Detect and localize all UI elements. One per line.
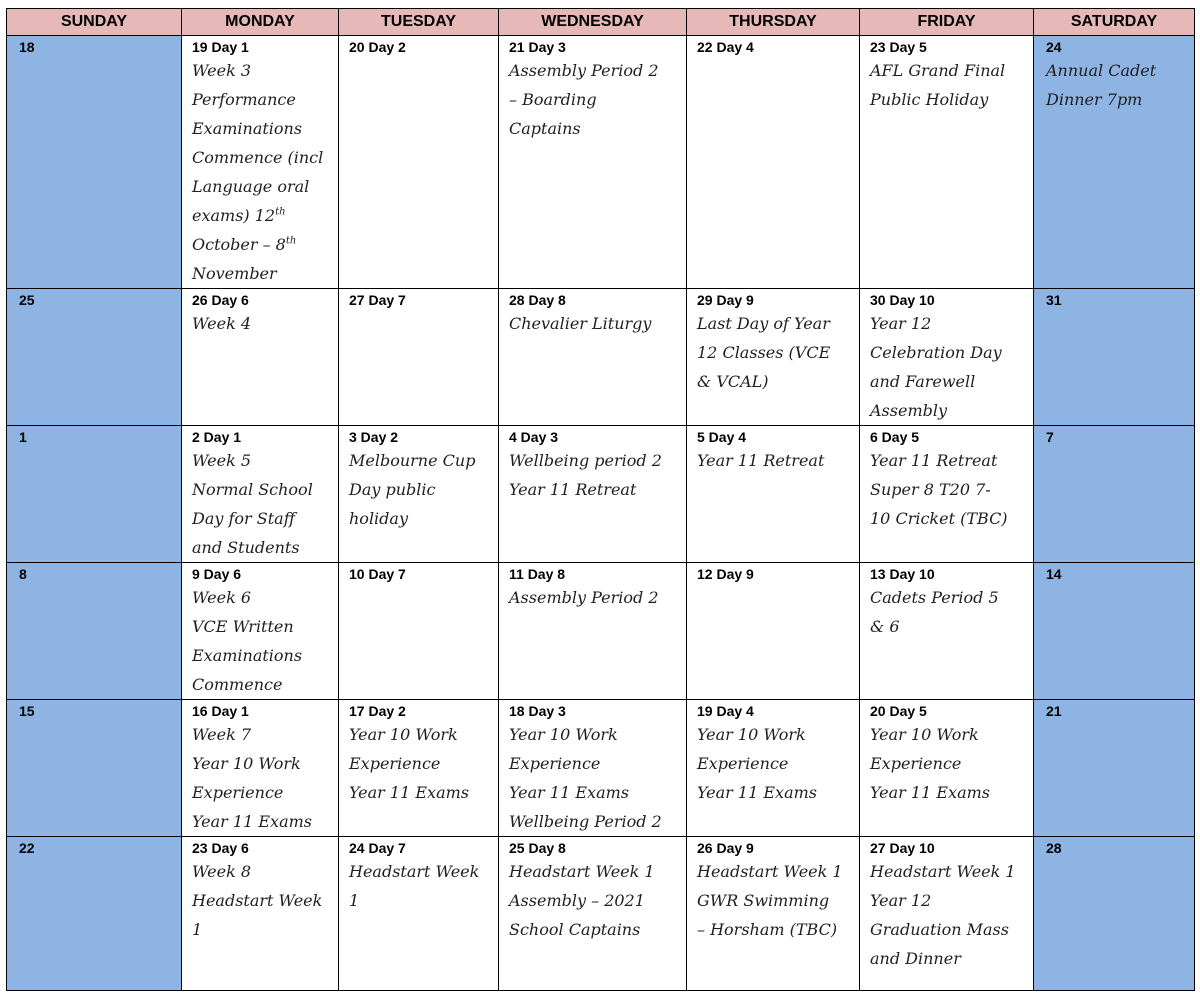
event-text: School Captains [509, 920, 641, 939]
day-cell-thursday [687, 36, 860, 289]
event-text: exams) 12th [192, 206, 286, 225]
day-label: 23 Day 5 [870, 39, 927, 55]
header-friday: FRIDAY [860, 9, 1034, 36]
day-cell-wednesday [499, 289, 687, 426]
event-text: Year 10 Work [192, 754, 301, 773]
event-text: Assembly Period 2 [509, 61, 659, 80]
day-label: 22 Day 4 [697, 39, 754, 55]
day-cell-thursday [687, 289, 860, 426]
event-text: – Boarding [509, 90, 597, 109]
event-text: Wellbeing Period 2 [509, 812, 662, 831]
event-text: Chevalier Liturgy [509, 314, 652, 333]
event-text: Headstart Week [192, 891, 323, 910]
day-label: 5 Day 4 [697, 429, 747, 445]
event-text: Normal School [192, 480, 313, 499]
day-label: 21 [1046, 703, 1062, 719]
event-text: Performance [192, 90, 296, 109]
week-row [7, 426, 1195, 563]
event-text: Week 4 [192, 314, 252, 333]
event-text: Day for Staff [192, 509, 296, 528]
header-sunday: SUNDAY [7, 9, 182, 36]
event-text: Year 11 Exams [349, 783, 469, 802]
day-label: 4 Day 3 [509, 429, 559, 445]
day-label: 15 [19, 703, 35, 719]
event-text: Captains [509, 119, 581, 138]
event-text: Public Holiday [870, 90, 989, 109]
day-cell-wednesday [499, 700, 687, 837]
event-text: Week 6 [192, 588, 252, 607]
event-text: Year 11 Exams [192, 812, 312, 831]
day-cell-tuesday [339, 36, 499, 289]
day-label: 12 Day 9 [697, 566, 754, 582]
day-cell-saturday [1034, 700, 1195, 837]
event-text: Year 10 Work [509, 725, 618, 744]
event-text: Week 5 [192, 451, 252, 470]
day-cell-friday [860, 426, 1034, 563]
event-text: Cadets Period 5 [870, 588, 999, 607]
day-label: 19 Day 1 [192, 39, 249, 55]
week-row [7, 563, 1195, 700]
day-cell-thursday [687, 426, 860, 563]
day-label: 31 [1046, 292, 1062, 308]
event-text: Examinations [192, 119, 303, 138]
day-cell-friday [860, 563, 1034, 700]
day-label: 10 Day 7 [349, 566, 406, 582]
day-cell-tuesday [339, 563, 499, 700]
day-cell-tuesday [339, 700, 499, 837]
day-cell-thursday [687, 837, 860, 991]
day-cell-wednesday [499, 837, 687, 991]
event-text: Experience [870, 754, 962, 773]
day-cell-sunday [7, 700, 182, 837]
event-text: Year 10 Work [349, 725, 458, 744]
event-text: Commence (incl [192, 148, 324, 167]
day-cell-sunday [7, 563, 182, 700]
day-cell-saturday [1034, 563, 1195, 700]
day-cell-sunday [7, 426, 182, 563]
day-label: 19 Day 4 [697, 703, 754, 719]
day-label: 20 Day 5 [870, 703, 927, 719]
day-label: 28 [1046, 840, 1062, 856]
day-label: 27 Day 10 [870, 840, 935, 856]
day-cell-monday [182, 36, 339, 289]
event-text: Headstart Week [349, 862, 480, 881]
day-label: 17 Day 2 [349, 703, 406, 719]
day-label: 24 [1046, 39, 1062, 55]
event-text: Year 11 Exams [697, 783, 817, 802]
week-row [7, 700, 1195, 837]
day-cell-saturday [1034, 837, 1195, 991]
day-label: 28 Day 8 [509, 292, 566, 308]
event-text: Examinations [192, 646, 303, 665]
event-text: Language oral [192, 177, 310, 196]
day-label: 27 Day 7 [349, 292, 406, 308]
day-label: 25 Day 8 [509, 840, 566, 856]
week-row [7, 289, 1195, 426]
event-text: October – 8th [192, 235, 297, 254]
header-tuesday: TUESDAY [339, 9, 499, 36]
day-cell-friday [860, 289, 1034, 426]
event-text: 12 Classes (VCE [697, 343, 831, 362]
day-label: 26 Day 6 [192, 292, 249, 308]
event-text: Assembly – 2021 [509, 891, 645, 910]
day-label: 6 Day 5 [870, 429, 920, 445]
event-text: and Farewell [870, 372, 976, 391]
day-label: 25 [19, 292, 35, 308]
event-text: VCE Written [192, 617, 294, 636]
event-text: 1 [349, 891, 360, 910]
day-label: 7 [1046, 429, 1054, 445]
event-text: Graduation Mass [870, 920, 1009, 939]
day-cell-saturday [1034, 36, 1195, 289]
event-text: Year 11 Exams [509, 783, 629, 802]
event-text: holiday [349, 509, 408, 528]
event-text: Headstart Week 1 [509, 862, 655, 881]
day-cell-tuesday [339, 289, 499, 426]
event-text: Year 12 [870, 314, 932, 333]
event-text: Year 11 Retreat [509, 480, 637, 499]
event-text: Year 10 Work [697, 725, 806, 744]
day-cell-friday [860, 700, 1034, 837]
event-text: Celebration Day [870, 343, 1002, 362]
weekday-header-row [7, 9, 1195, 36]
day-cell-monday [182, 837, 339, 991]
day-label: 2 Day 1 [192, 429, 242, 445]
day-label: 11 Day 8 [509, 566, 566, 582]
week-row [7, 837, 1195, 991]
day-label: 22 [19, 840, 35, 856]
event-text: Year 11 Exams [870, 783, 990, 802]
event-text: Assembly [870, 401, 948, 420]
day-cell-friday [860, 837, 1034, 991]
day-cell-wednesday [499, 36, 687, 289]
day-cell-saturday [1034, 289, 1195, 426]
week-row [7, 36, 1195, 289]
day-label: 26 Day 9 [697, 840, 754, 856]
day-cell-saturday [1034, 426, 1195, 563]
day-label: 23 Day 6 [192, 840, 249, 856]
day-label: 13 Day 10 [870, 566, 935, 582]
day-label: 20 Day 2 [349, 39, 406, 55]
day-label: 9 Day 6 [192, 566, 242, 582]
event-text: Last Day of Year [697, 314, 830, 333]
header-saturday: SATURDAY [1034, 9, 1195, 36]
day-cell-friday [860, 36, 1034, 289]
day-label: 8 [19, 566, 27, 582]
event-text: – Horsham (TBC) [697, 920, 838, 939]
event-text: Week 7 [192, 725, 252, 744]
day-label: 30 Day 10 [870, 292, 935, 308]
day-cell-monday [182, 426, 339, 563]
event-text: Year 10 Work [870, 725, 979, 744]
header-thursday: THURSDAY [687, 9, 860, 36]
school-calendar [6, 8, 1195, 991]
day-cell-wednesday [499, 426, 687, 563]
event-text: Annual Cadet [1046, 61, 1157, 80]
event-text: and Students [192, 538, 300, 557]
day-cell-tuesday [339, 837, 499, 991]
event-text: Day public [349, 480, 436, 499]
event-text: Assembly Period 2 [509, 588, 659, 607]
day-cell-monday [182, 289, 339, 426]
event-text: Experience [697, 754, 789, 773]
event-text: Dinner 7pm [1046, 90, 1143, 109]
event-text: November [192, 264, 277, 283]
event-text: Week 8 [192, 862, 252, 881]
event-text: 1 [192, 920, 203, 939]
day-cell-sunday [7, 837, 182, 991]
event-text: Experience [192, 783, 284, 802]
day-label: 16 Day 1 [192, 703, 249, 719]
event-text: Headstart Week 1 [870, 862, 1016, 881]
event-text: and Dinner [870, 949, 961, 968]
day-label: 29 Day 9 [697, 292, 754, 308]
day-label: 21 Day 3 [509, 39, 566, 55]
event-text: Experience [509, 754, 601, 773]
day-cell-sunday [7, 36, 182, 289]
event-text: & VCAL) [697, 372, 769, 391]
day-label: 1 [19, 429, 27, 445]
day-cell-monday [182, 700, 339, 837]
event-text: Melbourne Cup [349, 451, 476, 470]
event-text: GWR Swimming [697, 891, 830, 910]
event-text: & 6 [870, 617, 900, 636]
day-cell-tuesday [339, 426, 499, 563]
event-text: 10 Cricket (TBC) [870, 509, 1008, 528]
day-label: 18 Day 3 [509, 703, 566, 719]
event-text: AFL Grand Final [870, 61, 1006, 80]
event-text: Experience [349, 754, 441, 773]
event-text: Year 11 Retreat [697, 451, 825, 470]
day-cell-wednesday [499, 563, 687, 700]
day-cell-sunday [7, 289, 182, 426]
day-cell-thursday [687, 563, 860, 700]
event-text: Year 11 Retreat [870, 451, 998, 470]
day-cell-monday [182, 563, 339, 700]
event-text: Super 8 T20 7- [870, 480, 991, 499]
header-wednesday: WEDNESDAY [499, 9, 687, 36]
event-text: Wellbeing period 2 [509, 451, 662, 470]
day-cell-thursday [687, 700, 860, 837]
event-text: Commence [192, 675, 283, 694]
day-label: 14 [1046, 566, 1062, 582]
day-label: 18 [19, 39, 35, 55]
day-label: 3 Day 2 [349, 429, 399, 445]
event-text: Week 3 [192, 61, 252, 80]
event-text: Headstart Week 1 [697, 862, 843, 881]
day-label: 24 Day 7 [349, 840, 406, 856]
header-monday: MONDAY [182, 9, 339, 36]
event-text: Year 12 [870, 891, 932, 910]
